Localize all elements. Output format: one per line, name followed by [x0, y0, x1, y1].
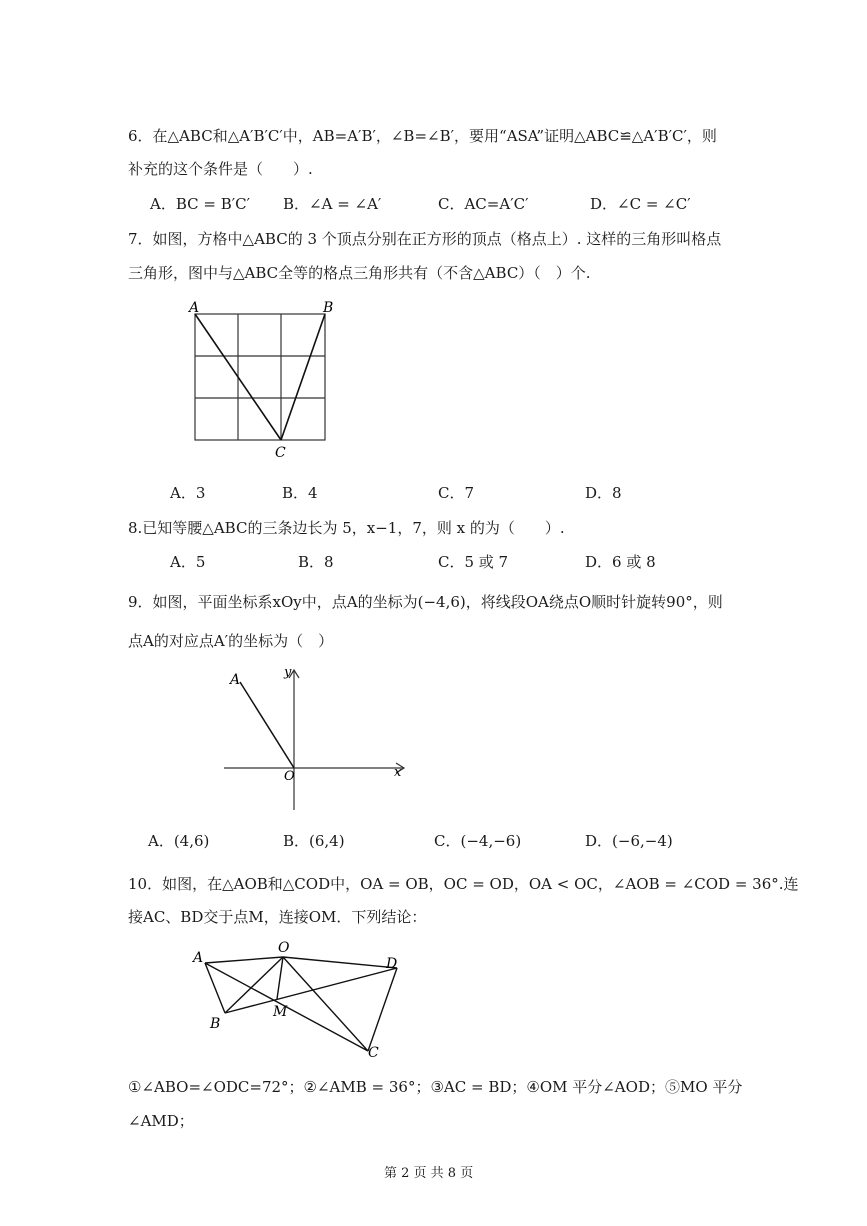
- q9-label-y: y: [284, 665, 292, 680]
- q7-text-line1: 7．如图，方格中△ABC的 3 个顶点分别在正方形的顶点（格点上）. 这样的三角形叫格点: [128, 230, 722, 248]
- q10-label-a: A: [193, 950, 204, 966]
- page-footer: 第 2 页 共 8 页: [384, 1166, 474, 1181]
- q9-option-d: D．(−6,−4): [585, 832, 673, 850]
- q8-option-d: D．6 或 8: [585, 553, 656, 571]
- q9-text-line1: 9．如图，平面坐标系xOy中，点A的坐标为(−4,6)，将线段OA绕点O顺时针旋转90°，则: [128, 593, 723, 611]
- q8-option-b: B．8: [298, 553, 334, 571]
- q7-option-b: B．4: [282, 484, 318, 502]
- q9-label-o: O: [284, 769, 295, 784]
- q7-option-c: C．7: [438, 484, 475, 502]
- q7-label-a: A: [189, 300, 200, 316]
- q7-option-d: D．8: [585, 484, 622, 502]
- q6-option-a: A．BC = B′C′: [150, 195, 251, 213]
- q9-option-c: C．(−4,−6): [434, 832, 522, 850]
- q10-label-d: D: [386, 956, 398, 972]
- q9-text-line2: 点A的对应点A′的坐标为（ ）: [128, 632, 334, 650]
- q6-text-line2: 补充的这个条件是（ ）.: [128, 160, 313, 178]
- q7-label-b: B: [323, 300, 334, 316]
- q6-option-b: B．∠A = ∠A′: [283, 195, 382, 213]
- q8-option-c: C．5 或 7: [438, 553, 509, 571]
- q8-option-a: A．5: [170, 553, 206, 571]
- q9-label-x: x: [394, 765, 402, 780]
- q6-option-c: C．AC=A′C′: [438, 195, 529, 213]
- q10-conclusions-line2: ∠AMD；: [128, 1112, 194, 1130]
- q10-text-line1: 10．如图，在△AOB和△COD中，OA = OB，OC = OD，OA < OC，∠AOB = ∠COD = 36°.连: [128, 875, 799, 893]
- q7-text-line2: 三角形，图中与△ABC全等的格点三角形共有（不含△ABC）（ ）个.: [128, 264, 591, 282]
- q6-text-line1: 6．在△ABC和△A′B′C′中，AB=A′B′，∠B=∠B′，要用“ASA”证明△ABC≌△A′B′C′，则: [128, 127, 717, 145]
- q10-label-o: O: [278, 940, 290, 956]
- q6-option-d: D．∠C = ∠C′: [590, 195, 691, 213]
- q8-text-line1: 8.已知等腰△ABC的三条边长为 5，x−1，7，则 x 的为（ ）.: [128, 519, 565, 537]
- q7-grid-figure: [185, 296, 345, 461]
- q10-label-m: M: [273, 1004, 288, 1020]
- q7-label-c: C: [275, 445, 286, 461]
- q9-option-b: B．(6,4): [283, 832, 345, 850]
- q10-text-line2: 接AC、BD交于点M，连接OM．下列结论：: [128, 908, 427, 926]
- q9-option-a: A．(4,6): [148, 832, 210, 850]
- q7-option-a: A．3: [170, 484, 206, 502]
- q10-triangles-figure: [190, 938, 420, 1063]
- q10-label-c: C: [368, 1045, 379, 1061]
- q10-conclusions-line1: ①∠ABO=∠ODC=72°；②∠AMB = 36°；③AC = BD；④OM 平分∠AOD；⑤MO 平分: [128, 1078, 743, 1096]
- q10-label-b: B: [210, 1016, 221, 1032]
- q9-coordinate-figure: [222, 662, 422, 812]
- q9-label-a: A: [230, 672, 241, 688]
